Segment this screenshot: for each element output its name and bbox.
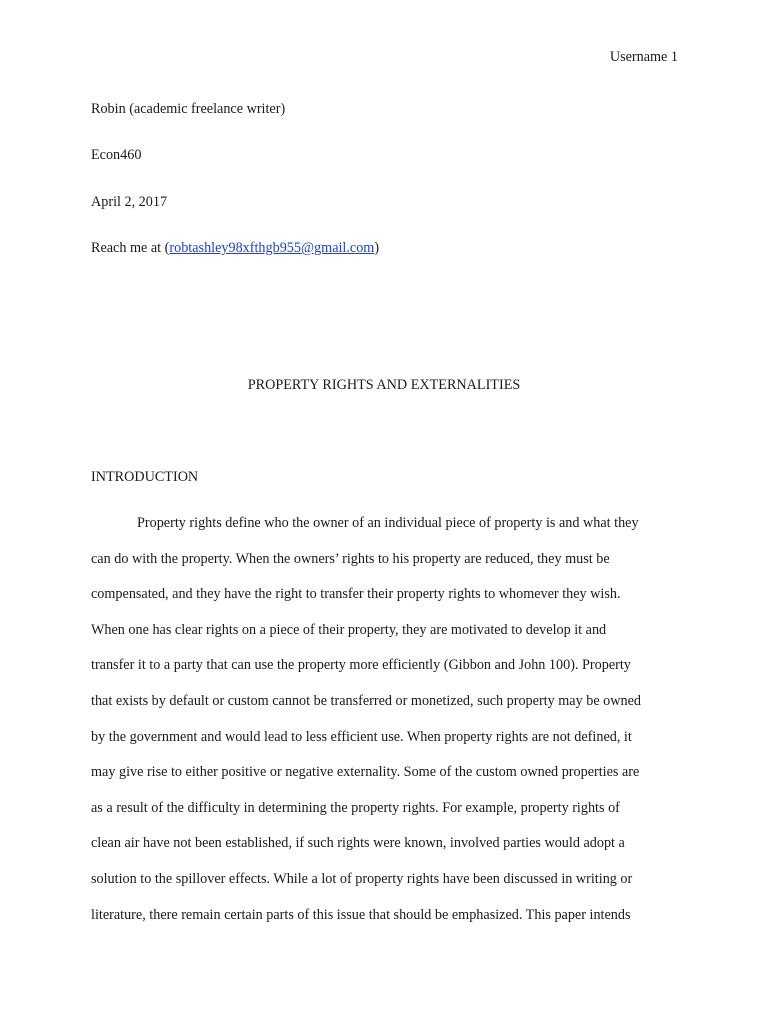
body-line: as a result of the difficulty in determining the property rights. For example, property rights of [91,799,620,816]
contact-line [91,238,681,284]
body-line: literature, there remain certain parts of this issue that should be emphasized. This paper intends [91,906,631,923]
email-link[interactable]: robtashley98xfthgb955@gmail.com [169,240,375,257]
section-heading-introduction: INTRODUCTION [91,469,199,485]
body-line: may give rise to either positive or negative externality. Some of the custom owned properties are [91,764,640,781]
running-head: Username 1 [609,49,678,65]
body-line: When one has clear rights on a piece of their property, they are motivated to develop it and [91,621,607,638]
contact-prefix: Reach me at ( [91,240,170,257]
paper-title: PROPERTY RIGHTS AND EXTERNALITIES [247,377,521,393]
body-line: that exists by default or custom cannot be transferred or monetized, such property may be owned [91,692,641,709]
date-line: April 2, 2017 [91,193,168,210]
body-line: compensated, and they have the right to transfer their property rights to whomever they wish. [91,586,621,603]
course-line: Econ460 [91,147,142,164]
body-line: can do with the property. When the owners’ rights to his property are reduced, they must be [91,550,610,567]
author-line: Robin (academic freelance writer) [91,101,286,117]
body-line: clean air have not been established, if such rights were known, involved parties would adopt a [91,835,625,852]
body-line: transfer it to a party that can use the property more efficiently (Gibbon and John 100). Property [91,657,631,674]
body-line: solution to the spillover effects. While a lot of property rights have been discussed in writing or [91,870,633,887]
contact-suffix: ) [374,240,380,257]
body-paragraph [91,513,681,940]
document-header [91,99,681,285]
body-line: by the government and would lead to less efficient use. When property rights are not defined, it [91,728,632,745]
body-line: Property rights define who the owner of an individual piece of property is and what they [137,515,639,531]
